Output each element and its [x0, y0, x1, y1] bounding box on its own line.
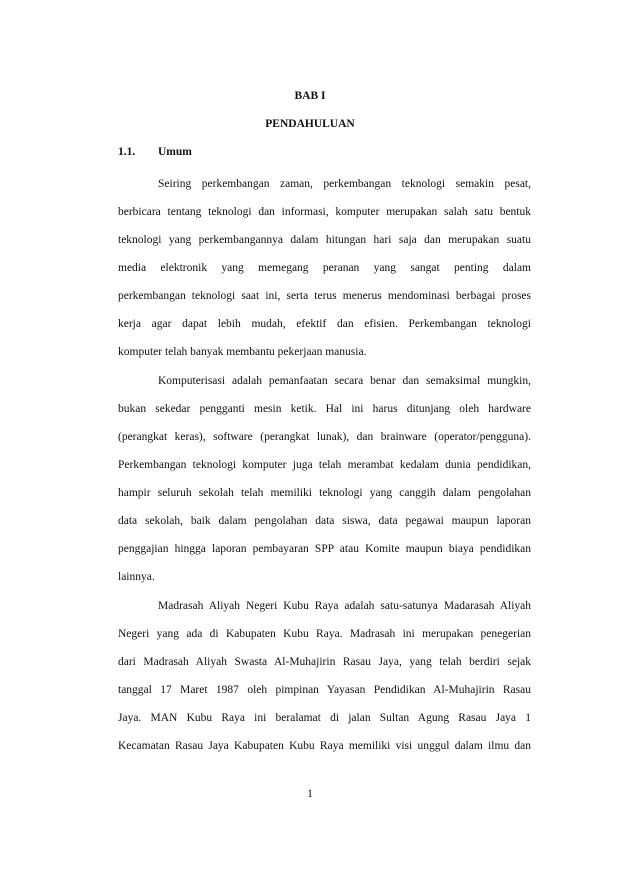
paragraph-line: data sekolah, baik dalam pengolahan data siswa, data pegawai maupun laporan — [118, 515, 531, 527]
chapter-title: PENDAHULUAN — [265, 118, 355, 130]
section-number: 1.1. — [118, 146, 136, 158]
paragraph-line: tanggal 17 Maret 1987 oleh pimpinan Yayasan Pendidikan Al-Muhajirin Rasau — [118, 684, 531, 696]
paragraph-line: perkembangan teknologi saat ini, serta terus menerus mendominasi berbagai proses — [118, 290, 531, 302]
paragraph-line: Komputerisasi adalah pemanfaatan secara benar dan semaksimal mungkin, — [158, 375, 531, 387]
paragraph-line: (perangkat keras), software (perangkat lunak), dan brainware (operator/pengguna). — [118, 431, 531, 443]
paragraph-line: Jaya. MAN Kubu Raya ini beralamat di jalan Sultan Agung Rasau Jaya 1 — [118, 712, 531, 724]
paragraph-line: hampir seluruh sekolah telah memiliki teknologi yang canggih dalam pengolahan — [118, 487, 531, 499]
paragraph-line: media elektronik yang memegang peranan yang sangat penting dalam — [118, 262, 531, 274]
paragraph-line: berbicara tentang teknologi dan informasi, komputer merupakan salah satu bentuk — [118, 206, 531, 218]
paragraph-line: Perkembangan teknologi komputer juga telah merambat kedalam dunia pendidikan, — [118, 459, 531, 471]
paragraph-line: kerja agar dapat lebih mudah, efektif dan efisien. Perkembangan teknologi — [118, 318, 531, 330]
section-title: Umum — [158, 146, 192, 158]
page-number: 1 — [307, 788, 313, 800]
paragraph-line: penggajian hingga laporan pembayaran SPP atau Komite maupun biaya pendidikan — [118, 543, 531, 555]
paragraph-line: komputer telah banyak membantu pekerjaan manusia. — [118, 346, 367, 358]
paragraph-line: lainnya. — [118, 571, 155, 583]
paragraph-line: Negeri yang ada di Kabupaten Kubu Raya. Madrasah ini merupakan penegerian — [118, 628, 531, 640]
paragraph-line: teknologi yang perkembangannya dalam hitungan hari saja dan merupakan suatu — [118, 234, 531, 246]
paragraph-line: bukan sekedar pengganti mesin ketik. Hal ini harus ditunjang oleh hardware — [118, 403, 531, 415]
paragraph-line: Seiring perkembangan zaman, perkembangan teknologi semakin pesat, — [158, 178, 531, 190]
section-heading — [118, 146, 192, 158]
chapter-label: BAB I — [294, 90, 326, 102]
paragraph-line: dari Madrasah Aliyah Swasta Al-Muhajirin Rasau Jaya, yang telah berdiri sejak — [118, 656, 531, 668]
paragraph-line: Madrasah Aliyah Negeri Kubu Raya adalah satu-satunya Madarasah Aliyah — [158, 600, 531, 612]
paragraph-line: Kecamatan Rasau Jaya Kabupaten Kubu Raya memiliki visi unggul dalam ilmu dan — [118, 740, 531, 752]
